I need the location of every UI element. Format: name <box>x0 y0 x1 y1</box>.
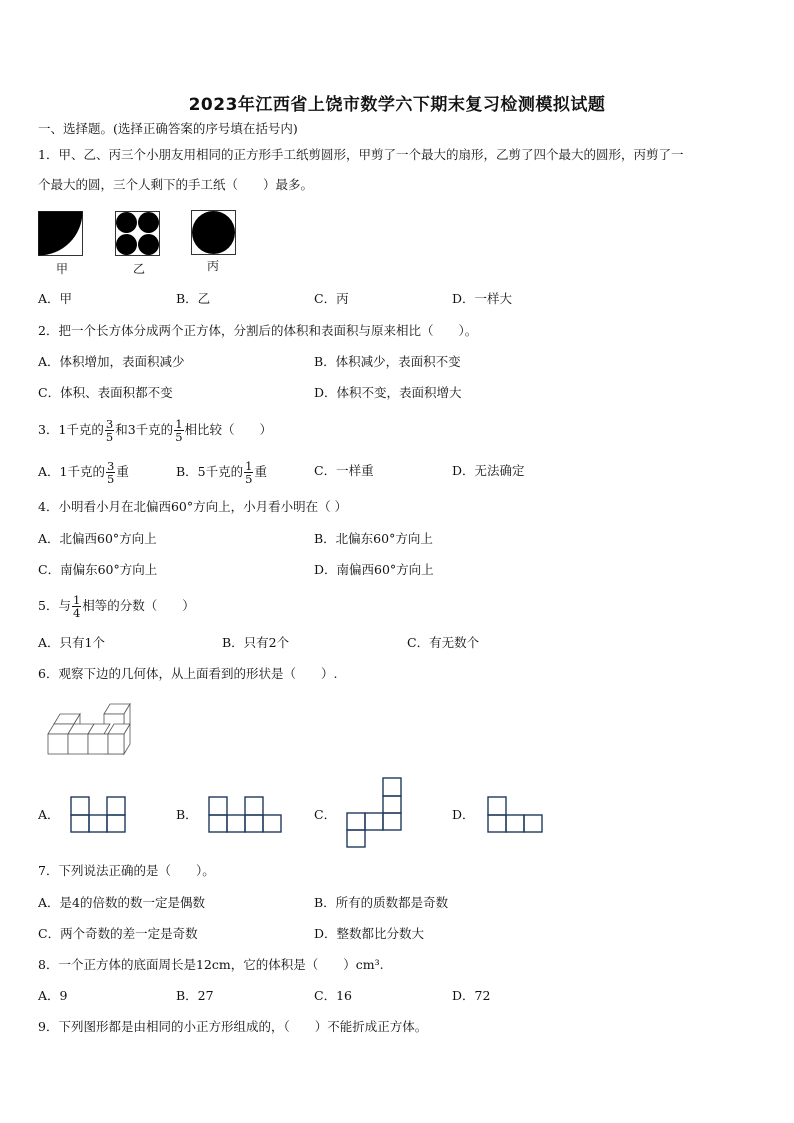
q2-option-c[interactable]: C．体积、表面积都不变 <box>38 385 173 400</box>
q7-option-b[interactable]: B．所有的质数都是奇数 <box>314 895 449 910</box>
q5-frac-den: 4 <box>72 605 81 620</box>
q8-text: 8．一个正方体的底面周长是12cm，它的体积是（ ）cm³. <box>38 957 384 972</box>
q6-option-a-label[interactable]: A． <box>38 807 60 822</box>
q7-text: 7．下列说法正确的是（ ）。 <box>38 863 215 878</box>
q8-option-c[interactable]: C．16 <box>314 988 352 1003</box>
q3-option-a-pre: A．1千克的 <box>38 464 105 479</box>
q1-option-b[interactable]: B．乙 <box>176 291 211 306</box>
q1-label-yi: 乙 <box>133 262 146 276</box>
q3-option-b-den: 5 <box>245 471 253 486</box>
q3-option-c[interactable]: C．一样重 <box>314 463 374 478</box>
q5-option-b[interactable]: B．只有2个 <box>222 635 290 650</box>
q2-text: 2．把一个长方体分成两个正方体，分割后的体积和表面积与原来相比（ ）。 <box>38 323 478 338</box>
q3-option-b-fraction <box>244 460 253 485</box>
q3-option-b[interactable] <box>176 452 267 492</box>
q6-option-b-label[interactable]: B． <box>176 807 198 822</box>
q3-option-b-pre: B．5千克的 <box>176 464 244 479</box>
q5-fraction <box>72 594 81 619</box>
q3-option-a[interactable] <box>38 452 129 492</box>
q6-text: 6．观察下边的几何体，从上面看到的形状是（ ）. <box>38 666 338 681</box>
q2-option-a[interactable]: A．体积增加，表面积减少 <box>38 354 185 369</box>
q5-text-pre: 5．与 <box>38 598 71 613</box>
q1-label-jia: 甲 <box>56 262 69 276</box>
q3-option-a-fraction <box>106 460 115 485</box>
q1-figure-bing <box>191 210 237 256</box>
q6-option-b-shape[interactable] <box>208 796 282 834</box>
q5-question <box>38 586 195 626</box>
q3-frac1-den: 5 <box>105 429 114 444</box>
q1-figure-jia <box>38 211 84 257</box>
q4-text: 4．小明看小月在北偏西60°方向上，小月看小明在（ ） <box>38 499 348 514</box>
q4-option-a[interactable]: A．北偏西60°方向上 <box>38 531 157 546</box>
q3-text-pre: 3．1千克的 <box>38 422 104 437</box>
q3-question <box>38 410 272 450</box>
q7-option-a[interactable]: A．是4的倍数的数一定是偶数 <box>38 895 205 910</box>
q4-option-d[interactable]: D．南偏西60°方向上 <box>314 562 434 577</box>
q3-text-post: 相比较（ ） <box>184 422 273 437</box>
q6-option-a-shape[interactable] <box>70 796 126 834</box>
q3-option-a-num: 3 <box>106 458 115 473</box>
q1-label-bing: 丙 <box>207 259 220 273</box>
q6-option-d-label[interactable]: D． <box>452 807 475 822</box>
section-heading: 一、选择题。(选择正确答案的序号填在括号内) <box>38 121 298 136</box>
q6-option-c-shape[interactable] <box>346 777 402 849</box>
q8-option-b[interactable]: B．27 <box>176 988 214 1003</box>
q1-option-a[interactable]: A．甲 <box>38 291 73 306</box>
q9-text: 9．下列图形都是由相同的小正方形组成的，（ ）不能折成正方体。 <box>38 1019 428 1034</box>
q3-option-b-num: 1 <box>245 458 253 473</box>
q3-fraction-1 <box>105 418 114 443</box>
q3-text-mid: 和3千克的 <box>115 422 174 437</box>
q1-option-d[interactable]: D．一样大 <box>452 291 513 306</box>
q3-frac2-den: 5 <box>175 429 183 444</box>
q3-option-a-post: 重 <box>116 464 129 479</box>
q2-option-d[interactable]: D．体积不变，表面积增大 <box>314 385 462 400</box>
q5-frac-num: 1 <box>72 592 81 607</box>
q5-option-a[interactable]: A．只有1个 <box>38 635 105 650</box>
page-title: 2023年江西省上饶市数学六下期末复习检测模拟试题 <box>188 95 606 115</box>
q4-option-b[interactable]: B．北偏东60°方向上 <box>314 531 433 546</box>
q3-frac1-num: 3 <box>105 416 114 431</box>
q8-option-a[interactable]: A．9 <box>38 988 68 1003</box>
q2-option-b[interactable]: B．体积减少，表面积不变 <box>314 354 461 369</box>
q5-option-c[interactable]: C．有无数个 <box>407 635 480 650</box>
q1-figure-yi <box>115 211 161 257</box>
q7-option-d[interactable]: D．整数都比分数大 <box>314 926 425 941</box>
q8-option-d[interactable]: D．72 <box>452 988 491 1003</box>
q3-fraction-2 <box>174 418 183 443</box>
q6-option-c-label[interactable]: C． <box>314 807 337 822</box>
q3-option-a-den: 5 <box>106 471 115 486</box>
q6-option-d-shape[interactable] <box>487 796 543 834</box>
q3-option-b-post: 重 <box>254 464 267 479</box>
q1-option-c[interactable]: C．丙 <box>314 291 349 306</box>
q6-solid-figure <box>44 700 136 766</box>
q3-option-d[interactable]: D．无法确定 <box>452 463 525 478</box>
q4-option-c[interactable]: C．南偏东60°方向上 <box>38 562 158 577</box>
q3-frac2-num: 1 <box>175 416 183 431</box>
q7-option-c[interactable]: C．两个奇数的差一定是奇数 <box>38 926 198 941</box>
q5-text-post: 相等的分数（ ） <box>82 598 195 613</box>
q1-line1: 1．甲、乙、丙三个小朋友用相同的正方形手工纸剪圆形，甲剪了一个最大的扇形，乙剪了四个最大的圆形，丙剪了一 <box>38 147 684 162</box>
q1-line2: 个最大的圆，三个人剩下的手工纸（ ）最多。 <box>38 177 314 192</box>
